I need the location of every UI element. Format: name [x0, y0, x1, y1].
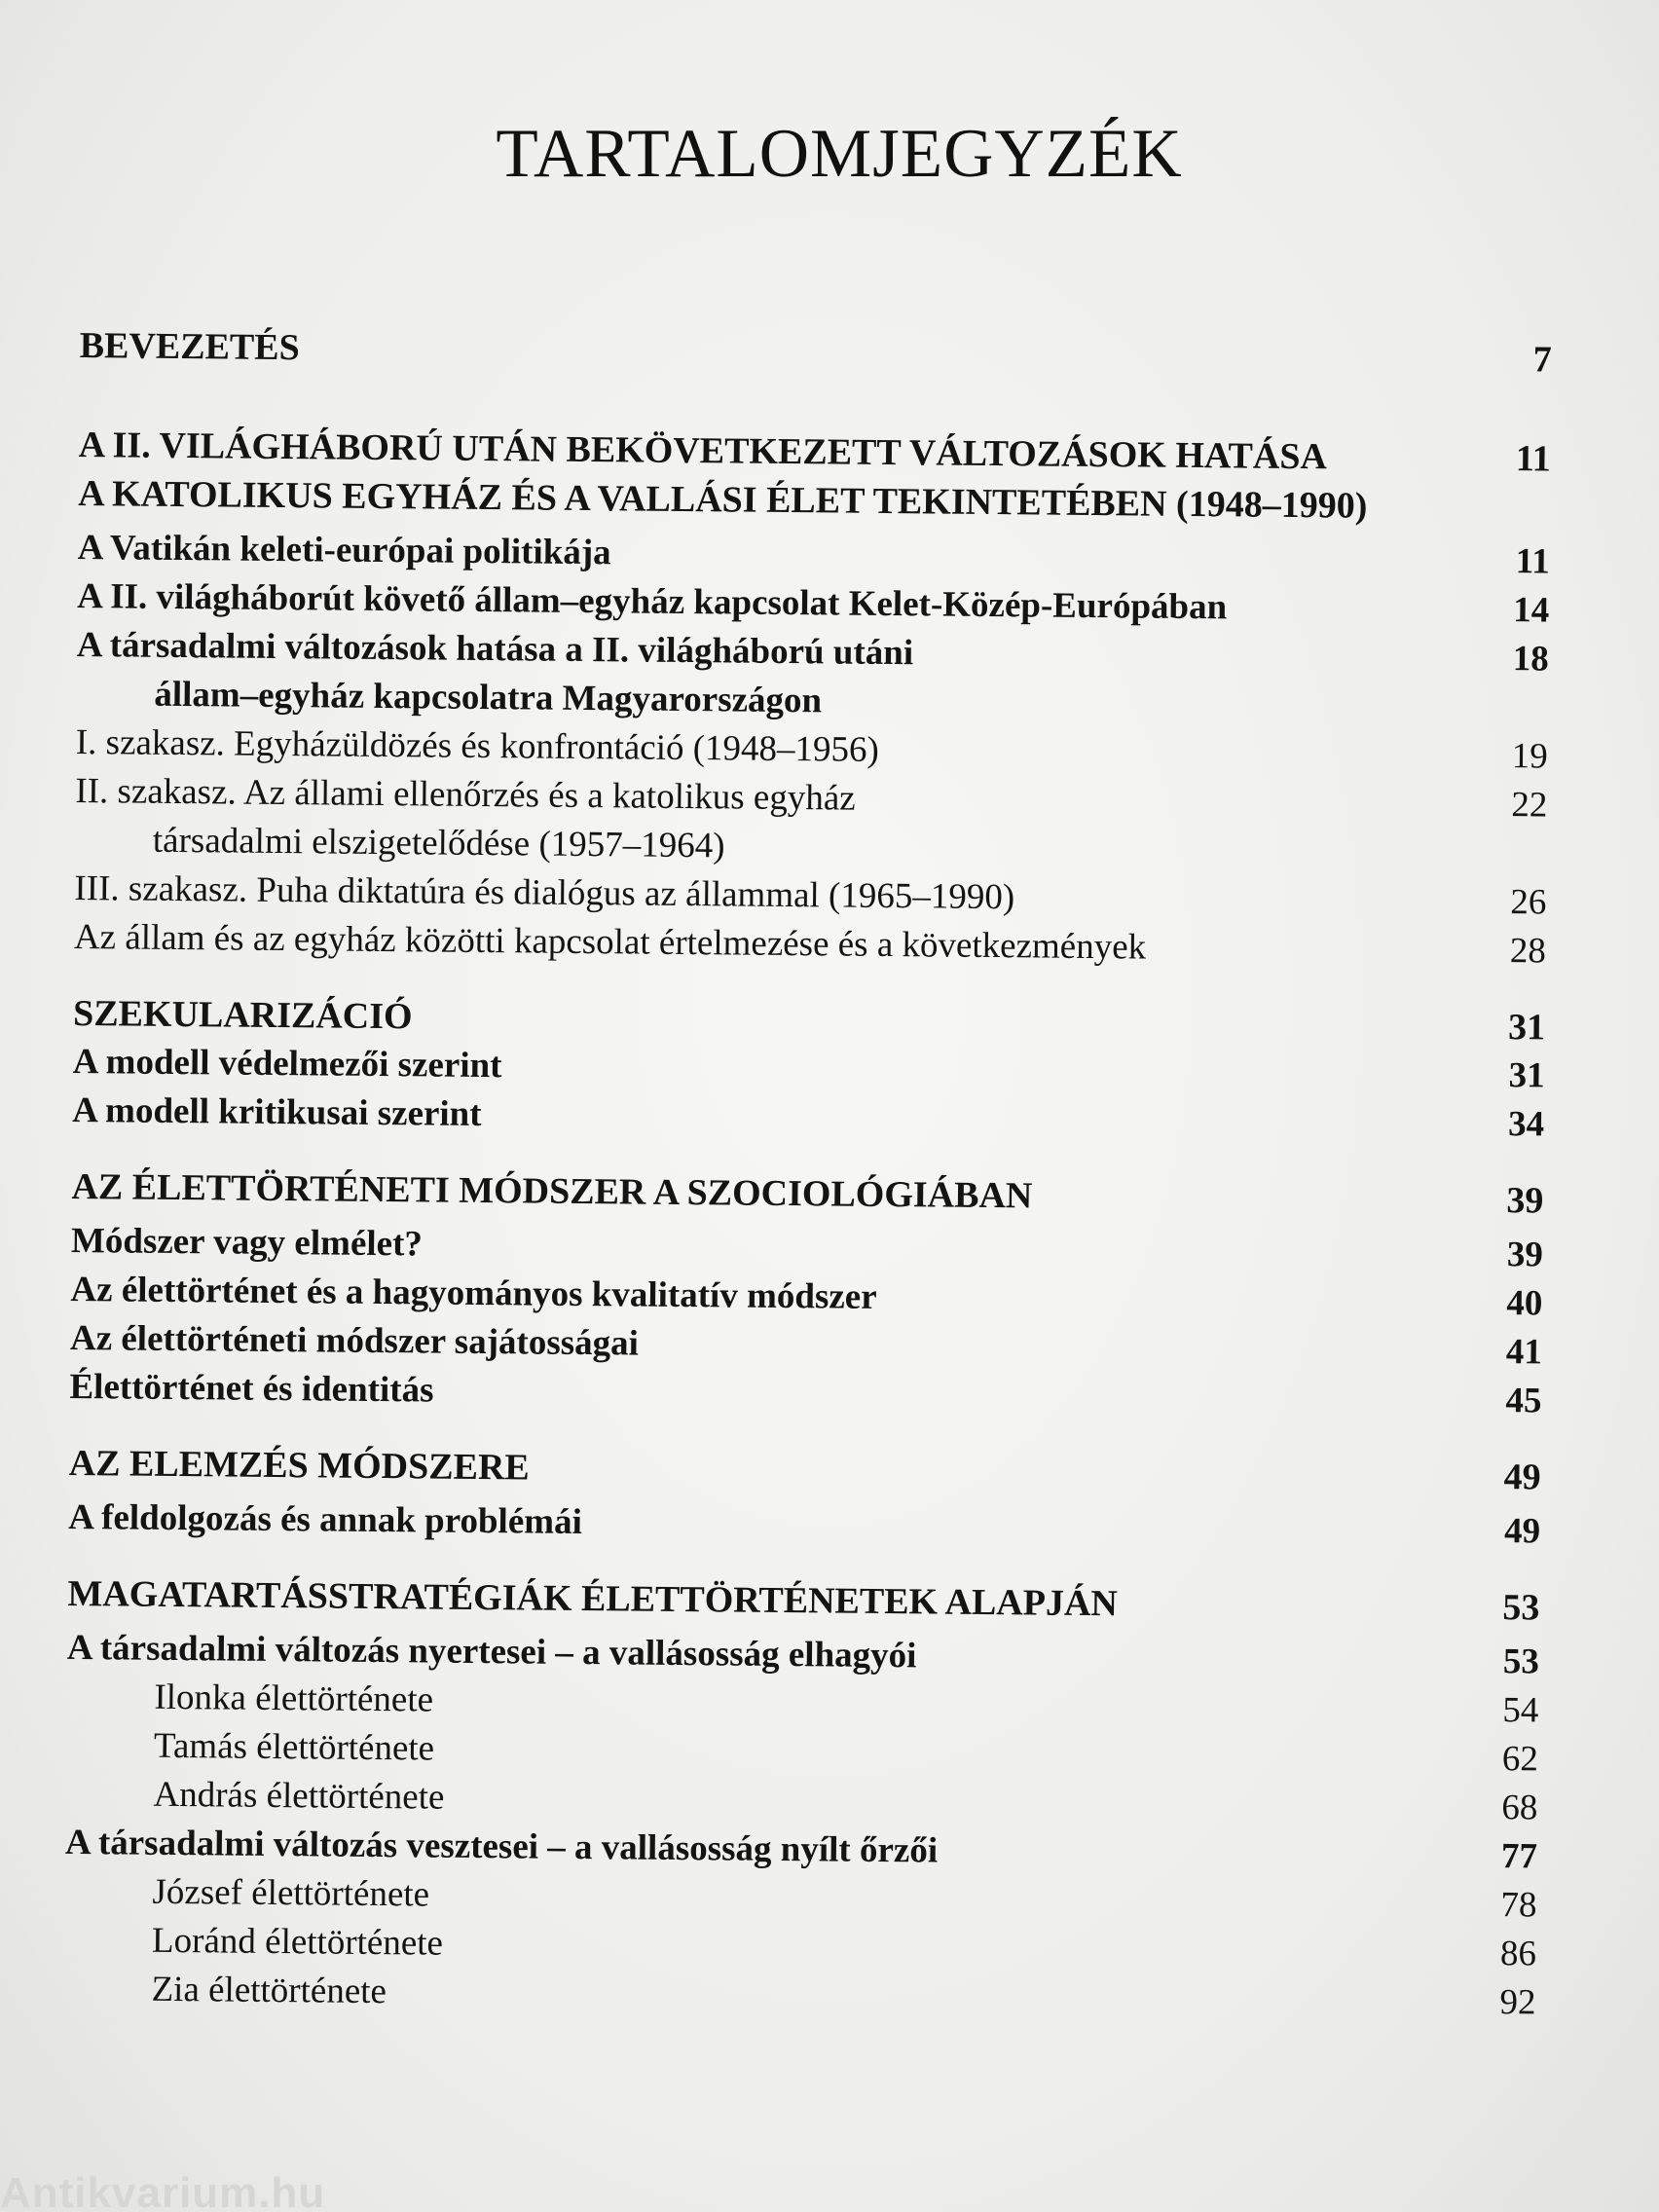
- toc-label: MAGATARTÁSSTRATÉGIÁK ÉLETTÖRTÉNETEK ALAPJÁN: [67, 1572, 1119, 1625]
- table-of-contents: [63, 321, 1552, 2027]
- toc-page-number: 40: [1506, 1283, 1543, 1324]
- toc-label: A II. világháborút követő állam–egyház kapcsolat Kelet-Közép-Európában: [77, 575, 1228, 628]
- toc-page-number: 26: [1510, 882, 1547, 923]
- toc-label: III. szakasz. Puha diktatúra és dialógus az állammal (1965–1990): [74, 867, 1015, 918]
- toc-label: Ilonka élettörténete: [154, 1677, 434, 1720]
- toc-label: József élettörténete: [152, 1871, 430, 1915]
- toc-label: A modell kritikusai szerint: [72, 1089, 482, 1134]
- toc-chapter: [69, 1439, 1541, 1502]
- toc-page-number: 86: [1499, 1934, 1537, 1974]
- toc-label: Tamás élettörténete: [153, 1725, 435, 1769]
- toc-label: Loránd élettörténete: [151, 1920, 444, 1964]
- toc-label: Élettörténet és identitás: [69, 1366, 434, 1411]
- toc-page-number: 41: [1505, 1332, 1543, 1373]
- toc-page-number: 77: [1500, 1836, 1538, 1877]
- toc-chapter: [80, 321, 1552, 385]
- toc-page-number: 19: [1511, 736, 1548, 777]
- toc-label-line: A társadalmi változások hatása a II. világháború utáni: [76, 624, 914, 674]
- toc-page-number: 28: [1509, 931, 1547, 972]
- toc-page-number: 14: [1513, 590, 1550, 631]
- toc-label: Az állam és az egyház közötti kapcsolat értelmezése és a következmények: [73, 916, 1147, 968]
- toc-page-number: 31: [1508, 1055, 1545, 1096]
- toc-label: I. szakasz. Egyházüldözés és konfrontáció (1948–1956): [75, 721, 880, 770]
- toc-label: Az élettörténeti módszer sajátosságai: [69, 1317, 640, 1364]
- toc-page-number: 62: [1501, 1739, 1539, 1780]
- toc-chapter: [78, 421, 1551, 533]
- toc-page-number: 7: [1532, 339, 1552, 381]
- toc-page-number: 68: [1501, 1788, 1538, 1828]
- toc-label: Módszer vagy elmélet?: [70, 1220, 424, 1265]
- toc-page-number: 49: [1503, 1456, 1541, 1498]
- toc-label: András élettörténete: [153, 1774, 445, 1818]
- toc-page-number: 34: [1507, 1104, 1545, 1145]
- toc-page-number: 39: [1506, 1235, 1544, 1275]
- toc-page-number: 31: [1507, 1007, 1546, 1049]
- toc-label: A Vatikán keleti-európai politikája: [77, 527, 611, 573]
- toc-label-line: II. szakasz. Az állami ellenőrzés és a katolikus egyház: [75, 770, 856, 819]
- toc-label: A modell védelmezői szerint: [72, 1041, 502, 1087]
- toc-subsection: [75, 767, 1548, 879]
- toc-page-number: 53: [1502, 1641, 1540, 1682]
- toc-page-number: 11: [1515, 541, 1550, 582]
- toc-label-line: A KATOLIKUS EGYHÁZ ÉS A VALLÁSI ÉLET TEKINTETÉBEN (1948–1990): [78, 472, 1368, 527]
- toc-label-line: állam–egyház kapcsolatra Magyarországon: [154, 674, 823, 721]
- toc-label: BEVEZETÉS: [79, 324, 300, 369]
- toc-page-number: 11: [1515, 438, 1551, 480]
- toc-section: [76, 621, 1549, 733]
- toc-page-number: 45: [1505, 1381, 1542, 1421]
- toc-section: [68, 1493, 1540, 1557]
- toc-label: A feldolgozás és annak problémái: [68, 1496, 583, 1543]
- page-title: TARTALOMJEGYZÉK: [496, 116, 1183, 192]
- toc-label: SZEKULARIZÁCIÓ: [72, 992, 413, 1038]
- toc-label-line: A II. VILÁGHÁBORÚ UTÁN BEKÖVETKEZETT VÁLTOZÁSOK HATÁSA: [78, 424, 1328, 478]
- toc-label-line: társadalmi elszigetelődése (1957–1964): [152, 820, 725, 866]
- toc-label: AZ ÉLETTÖRTÉNETI MÓDSZER A SZOCIOLÓGIÁBAN: [71, 1165, 1033, 1217]
- toc-page-number: 49: [1503, 1511, 1541, 1552]
- toc-page-number: 54: [1502, 1690, 1539, 1731]
- toc-label: Az élettörténet és a hagyományos kvalitatív módszer: [70, 1269, 877, 1317]
- toc-page-number: 92: [1499, 1982, 1536, 2023]
- toc-page-number: 22: [1511, 785, 1548, 826]
- toc-label: Zia élettörténete: [151, 1969, 387, 2012]
- toc-chapter: [71, 1162, 1543, 1226]
- toc-label: AZ ELEMZÉS MÓDSZERE: [68, 1442, 530, 1489]
- toc-chapter: [67, 1569, 1539, 1633]
- toc-page-number: 18: [1512, 639, 1549, 680]
- toc-page-number: 39: [1506, 1180, 1544, 1222]
- toc-label: A társadalmi változás nyertesei – a vallásosság elhagyói: [66, 1627, 917, 1677]
- toc-page-number: 78: [1500, 1885, 1537, 1926]
- watermark: Antikvarium.hu: [0, 2169, 326, 2212]
- toc-label: A társadalmi változás vesztesei – a vallásosság nyílt őrzői: [64, 1822, 939, 1871]
- toc-page-number: 53: [1502, 1587, 1540, 1629]
